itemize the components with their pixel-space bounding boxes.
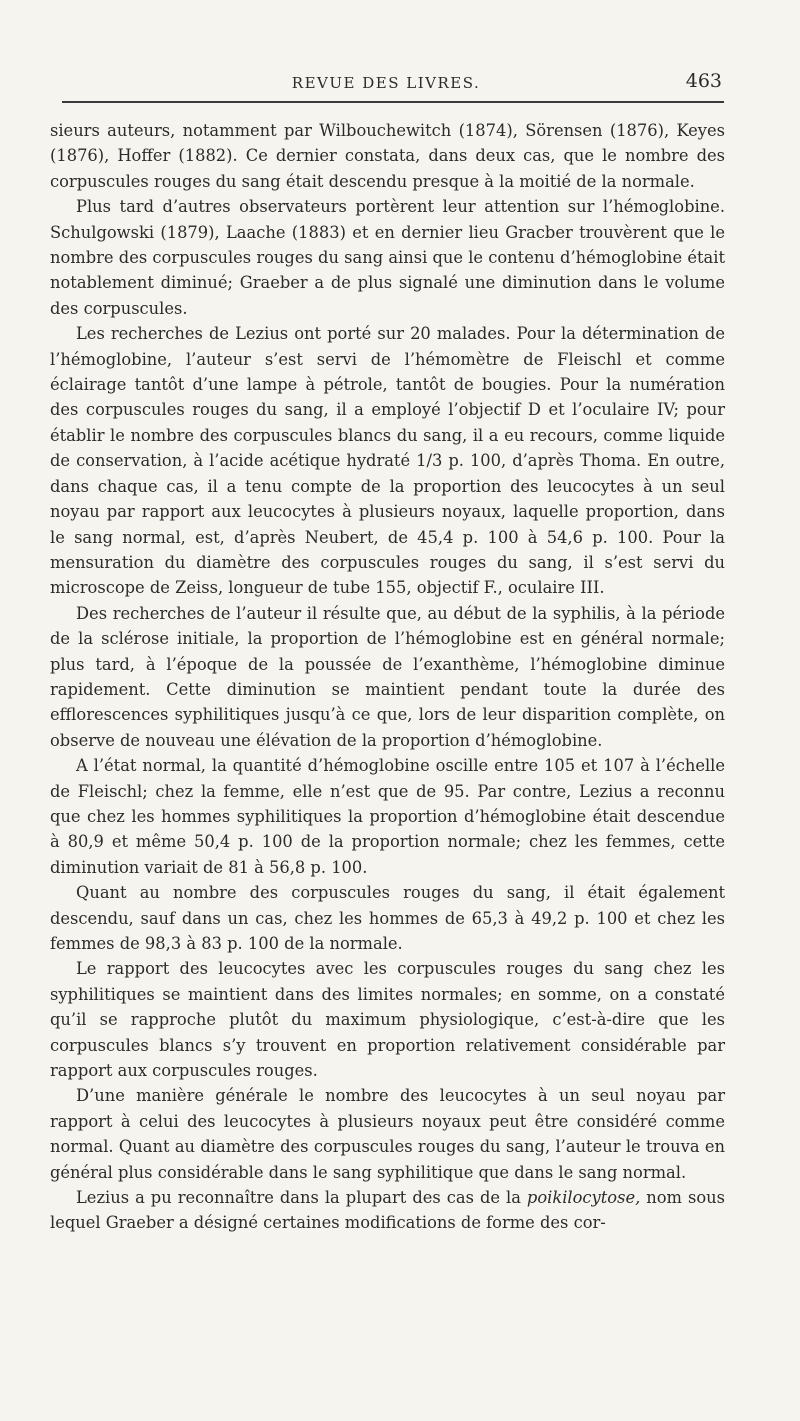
- running-title: REVUE DES LIVRES.: [291, 74, 481, 92]
- paragraph-text: Lezius a pu reconnaître dans la plupart des cas de la: [76, 1188, 527, 1208]
- paragraph: Les recherches de Lezius ont porté sur 20 malades. Pour la détermination de l’hémoglobine, l’auteur s’est servi de l’hémomètre de Fleischl et comme éclairage tantôt d’une lampe à pétrole, tantôt de bougies. Pour la numération des corpuscules rouges du sang, il a employé l’objectif D et l’oculaire IV; pour établir le nombre des corpuscules blancs du sang, il a eu recours, comme liquide de conservation, à l’acide acétique hydraté 1/3 p. 100, d’après Thoma. En outre, dans chaque cas, il a tenu compte de la proportion des leucocytes à un seul noyau par rapport aux leucocytes à plusieurs noyaux, laquelle proportion, dans le sang normal, est, d’après Neubert, de 45,4 p. 100 à 54,6 p. 100. Pour la mensuration du diamètre des corpuscules rouges du sang, il s’est servi du microscope de Zeiss, longueur de tube 155, objectif F., oculaire III.: [50, 324, 725, 598]
- paragraph: Des recherches de l’auteur il résulte que, au début de la syphilis, à la période de la sclérose initiale, la proportion de l’hémoglobine est en général normale; plus tard, à l’époque de la poussée de l’exanthème, l’hémoglobine diminue rapidement. Cette diminution se maintient pendant toute la durée des efflorescences syphilitiques jusqu’à ce que, lors de leur disparition complète, on observe de nouveau une élévation de la proportion d’hémoglobine.: [50, 603, 725, 750]
- page-number: 463: [685, 70, 722, 92]
- paragraph: D’une manière générale le nombre des leucocytes à un seul noyau par rapport à celui des leucocytes à plusieurs noyaux peut être considéré comme normal. Quant au diamètre des corpuscules rouges du sang, l’auteur le trouva en général plus considérable dans le sang syphilitique que dans le sang normal.: [50, 1086, 725, 1182]
- paragraph: Le rapport des leucocytes avec les corpuscules rouges du sang chez les syphilitiques se maintient dans des limites normales; en somme, on a constaté qu’il se rapproche plutôt du maximum physiologique, c’est-à-dire que les corpuscules blancs s’y trouvent en proportion relativement considérable par rapport aux corpuscules rouges.: [50, 959, 725, 1081]
- body-text: [50, 118, 725, 1236]
- header-rule: [62, 101, 724, 103]
- paragraph: sieurs auteurs, notamment par Wilbouchewitch (1874), Sörensen (1876), Keyes (1876), Hoffer (1882). Ce dernier constata, dans deux cas, que le nombre des corpuscules rouges du sang était descendu presque à la moitié de la normale.: [50, 121, 725, 191]
- running-head: [50, 70, 722, 98]
- paragraph: Plus tard d’autres observateurs portèrent leur attention sur l’hémoglobine. Schulgowski (1879), Laache (1883) et en dernier lieu Gracber trouvèrent que le nombre des corpuscules rouges du sang ainsi que le contenu d’hémoglobine était notablement diminué; Graeber a de plus signalé une diminution dans le volume des corpuscules.: [50, 197, 725, 318]
- paragraph: Quant au nombre des corpuscules rouges du sang, il était également descendu, sauf dans un cas, chez les hommes de 65,3 à 49,2 p. 100 et chez les femmes de 98,3 à 83 p. 100 de la normale.: [50, 883, 725, 953]
- paragraph: A l’état normal, la quantité d’hémoglobine oscille entre 105 et 107 à l’échelle de Fleischl; chez la femme, elle n’est que de 95. Par contre, Lezius a reconnu que chez les hommes syphilitiques la proportion d’hémoglobine était descendue à 80,9 et même 50,4 p. 100 de la proportion normale; chez les femmes, cette diminution variait de 81 à 56,8 p. 100.: [50, 756, 725, 877]
- paragraph: [50, 1185, 725, 1236]
- emphasized-term: poikilocytose,: [526, 1188, 641, 1208]
- paragraph-text: nom sous lequel Graeber a désigné certaines modifications de forme des cor-: [50, 1188, 725, 1233]
